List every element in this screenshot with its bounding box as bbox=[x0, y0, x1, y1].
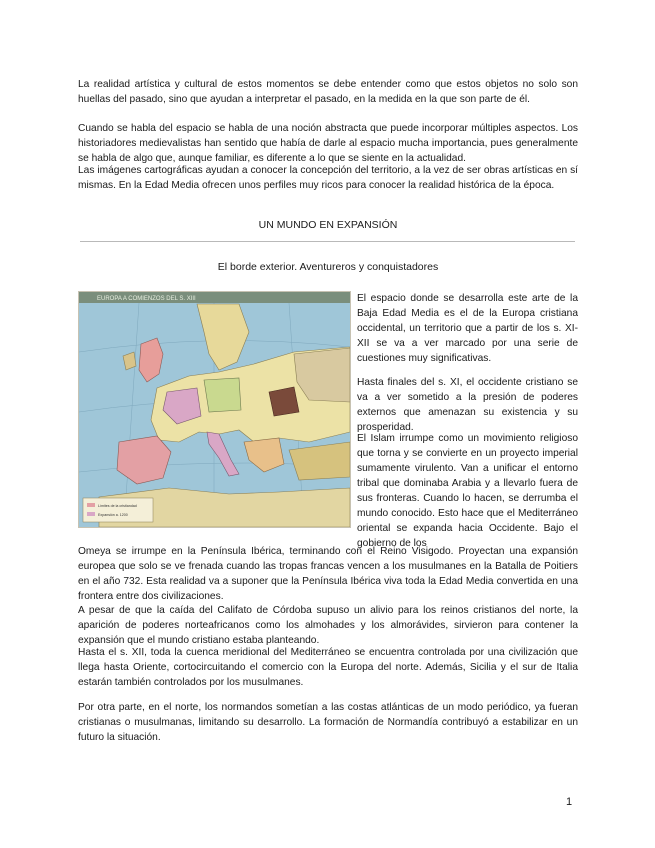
body-paragraph-4: A pesar de que la caída del Califato de Córdoba supuso un alivio para los reinos cristianos del norte, la aparición de poderes norteafricanos como los almohades y los almorávides, sirvieron para contener la expansión que el mundo cristiano estaba planteando. bbox=[78, 605, 578, 646]
dark-region bbox=[269, 387, 299, 416]
map-image bbox=[79, 292, 350, 527]
section-title: UN MUNDO EN EXPANSIÓN bbox=[258, 219, 398, 231]
map-legend bbox=[83, 498, 153, 522]
body-paragraph-3: El Islam irrumpe como un movimiento religioso que torna y se convierte en un proyecto imperial sumamente virulento. Van a unificar el entorno tribal que dominaba Arabia y a llevarlo fuera de sus fronteras. Cuando lo hacen, se derrumba el mundo conocido. Esto hace que el Mediterráneo oriental se expanda hacia Occidente. Bajo el gobierno de los bbox=[357, 433, 578, 549]
legend-label-2: Expansión a. 1200 bbox=[98, 513, 128, 517]
body-paragraph-3-continued: Omeya se irrumpe en la Península Ibérica, terminando con el Reino Visigodo. Proyectan una expansión europea que solo se ve frenada cuando las tropas francas vencen a los musulmanes en la Batalla de Poitiers en el año 732. Esta realidad va a suponer que la Península Ibérica viva toda la Edad Media convertida en una frontera entre dos civilizaciones. bbox=[78, 546, 578, 602]
medieval-europe-map bbox=[78, 291, 351, 528]
section-divider bbox=[80, 241, 575, 242]
empire bbox=[204, 378, 241, 412]
body-paragraph-6: Por otra parte, en el norte, los normandos sometían a las costas atlánticas de un modo periódico, ya fueran cristianas o musulmanas, limitando su desarrollo. La formación de Normandía contribuyó a estabilizar en un futuro la situación. bbox=[78, 702, 578, 743]
legend-label-1: Límites de la cristiandad bbox=[98, 504, 137, 508]
intro-paragraph-2: Cuando se habla del espacio se habla de una noción abstracta que puede incorporar múltiples aspectos. Los historiadores medievalistas han sentido que había de darle al espacio mucha importancia, pues generalmente se habla de algo que, aunque familiar, es diferente a lo que se siente en la actualidad. bbox=[78, 123, 578, 164]
legend-swatch-1 bbox=[87, 503, 95, 507]
intro-paragraph-1: La realidad artística y cultural de estos momentos se debe entender como que estos objetos no solo son huellas del pasado, sino que ayudan a interpretar el pasado, en la medida en la que son parte de él. bbox=[78, 79, 578, 105]
body-paragraph-1: El espacio donde se desarrolla este arte de la Baja Edad Media es el de la Europa cristiana occidental, un territorio que a partir de los s. XI-XII se va a ver marcado por una serie de cuestiones muy significativas. bbox=[357, 293, 578, 364]
section-subtitle: El borde exterior. Aventureros y conquistadores bbox=[217, 261, 439, 273]
intro-paragraph-3: Las imágenes cartográficas ayudan a conocer la concepción del territorio, a la vez de ser obras artísticas en sí mismas. En la Edad Media ofrecen unos perfiles muy ricos para conocer la realidad histórica de la época. bbox=[78, 165, 578, 191]
body-paragraph-2: Hasta finales del s. XI, el occidente cristiano se va a ver sometido a la presión de poderes externos que amenazan su existencia y su prosperidad. bbox=[357, 377, 578, 433]
legend-swatch-2 bbox=[87, 512, 95, 516]
body-paragraph-5: Hasta el s. XII, toda la cuenca meridional del Mediterráneo se encuentra controlada por una civilización que llega hasta Oriente, cortocircuitando el comercio con la Europa del norte. Además, Sicilia y el sur de Italia estarán también controlados por los musulmanes. bbox=[78, 647, 578, 688]
page-number: 1 bbox=[566, 796, 573, 808]
map-header: EUROPA A COMIENZOS DEL S. XIII bbox=[97, 296, 196, 302]
